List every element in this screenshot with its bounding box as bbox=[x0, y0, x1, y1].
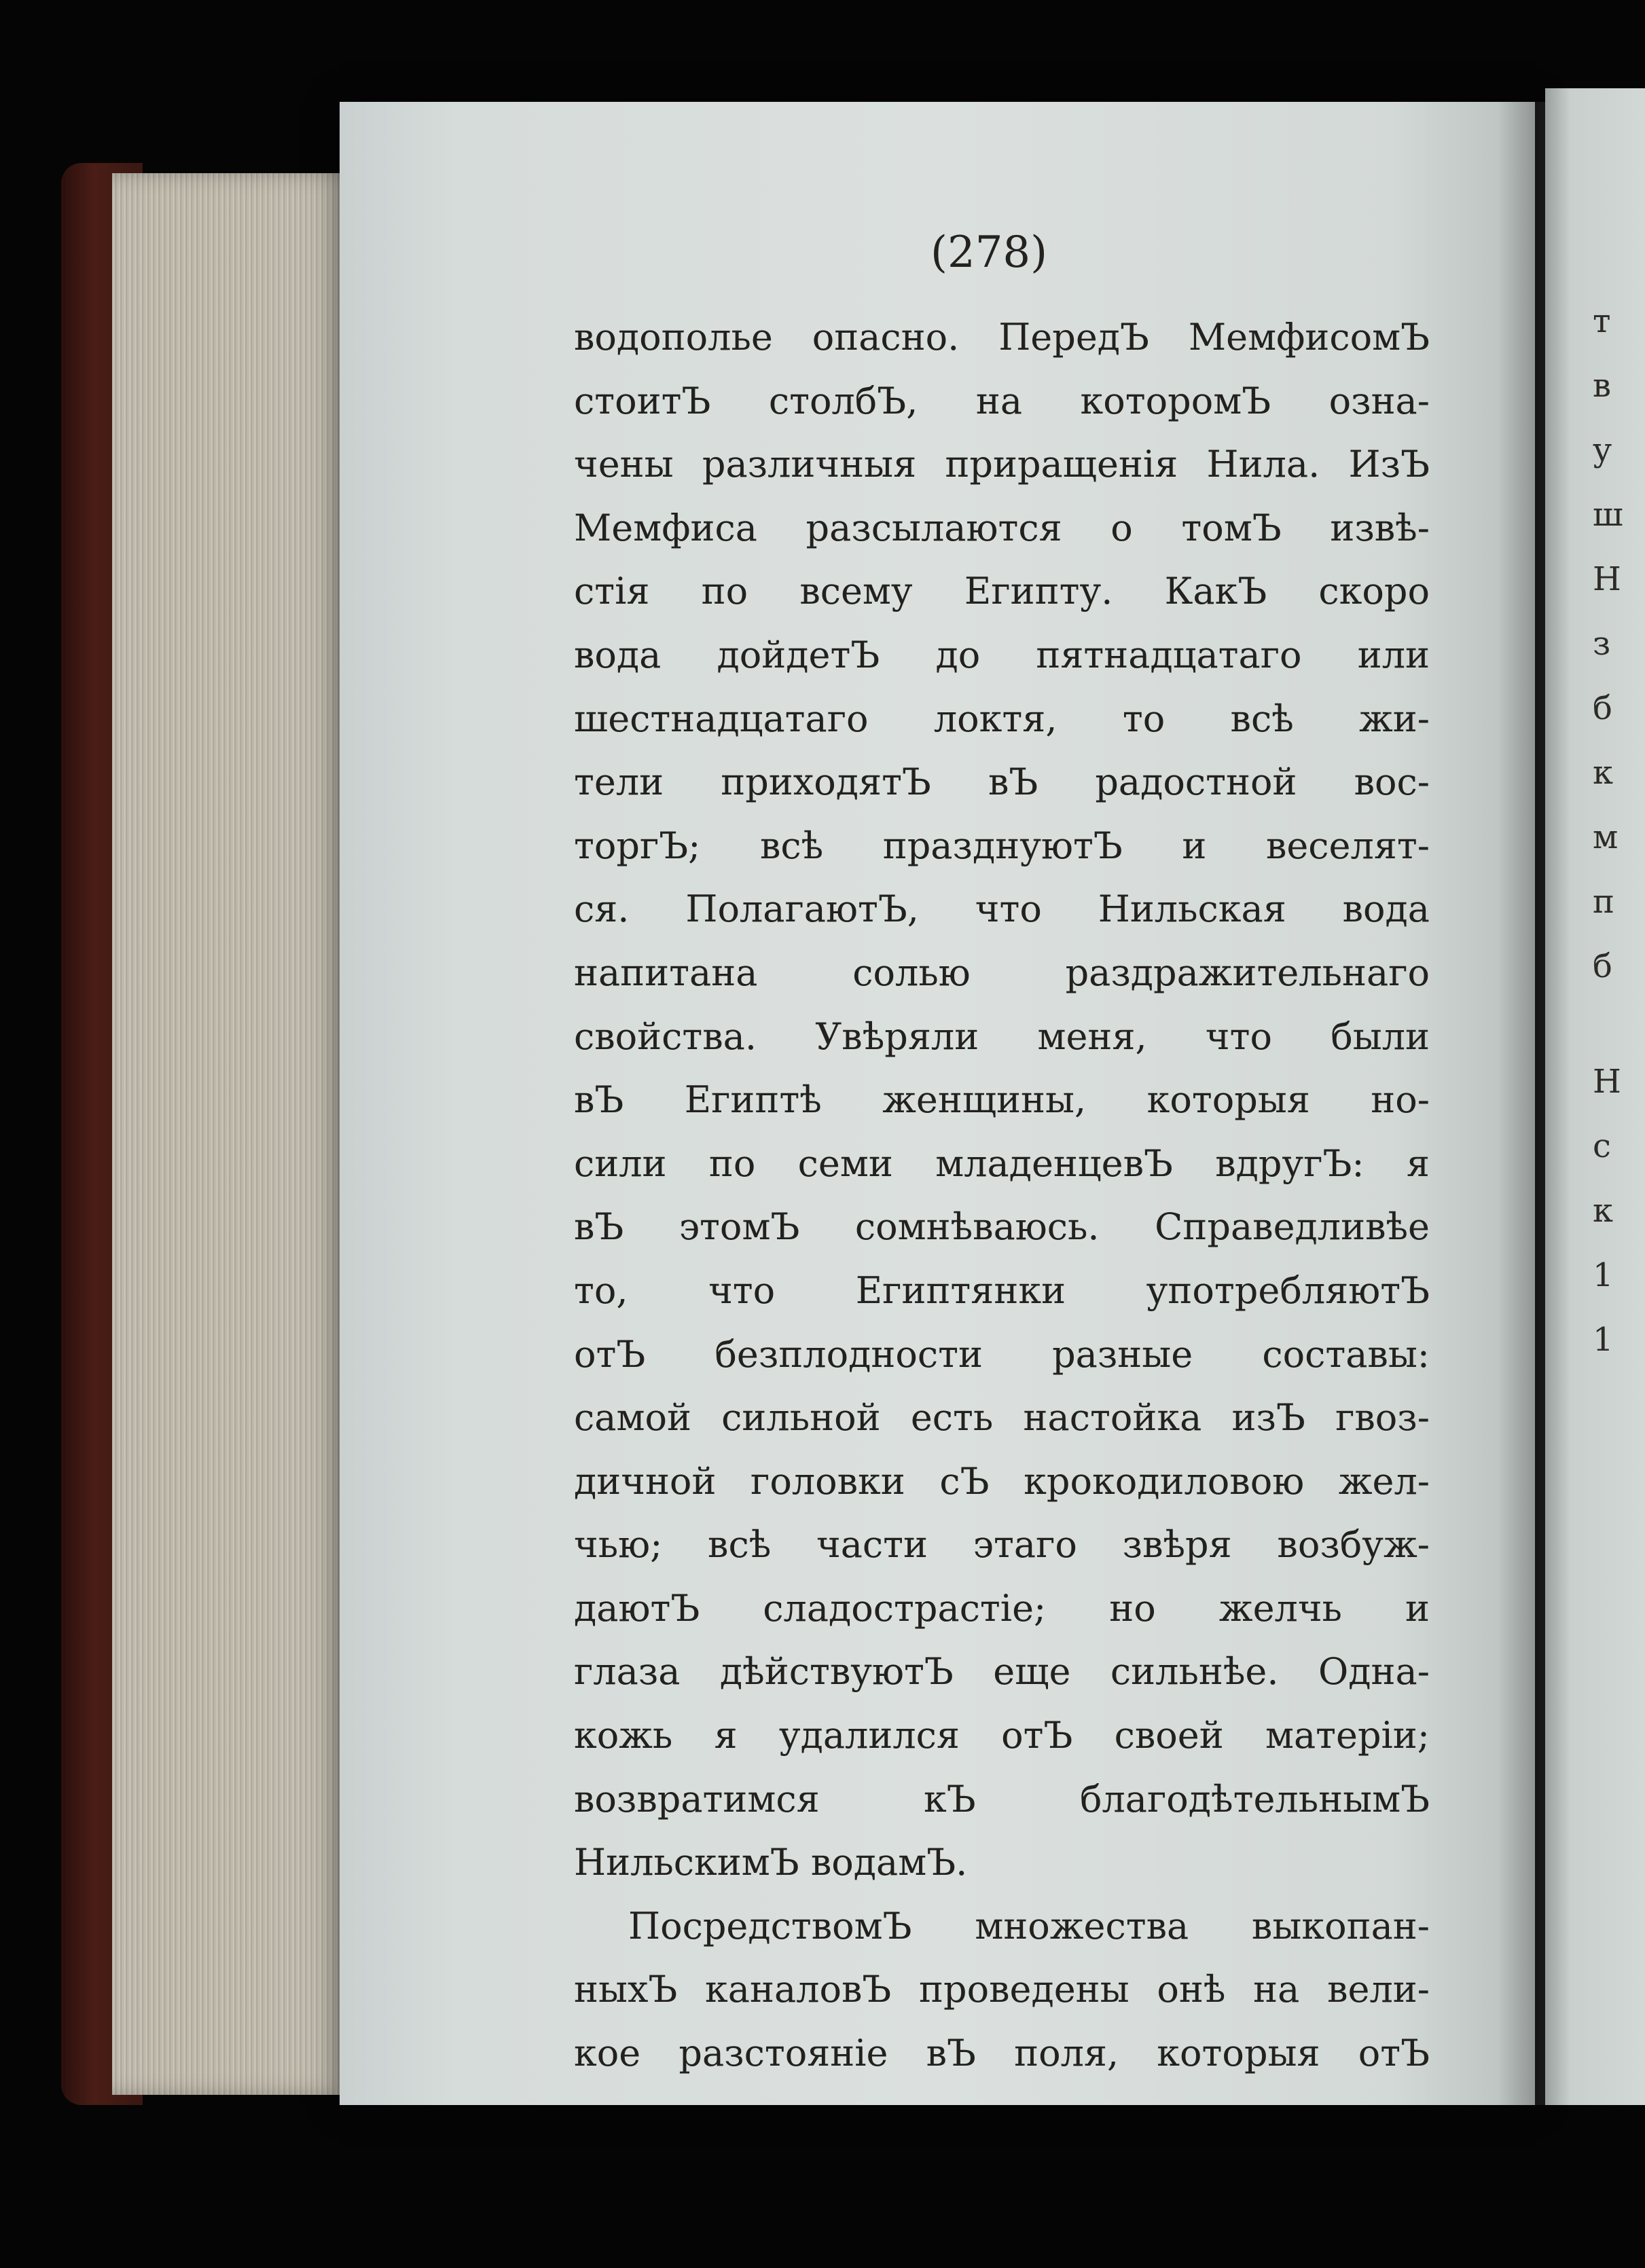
text-line: ныхЪ каналовЪ проведены онѣ на вели- bbox=[574, 1968, 1430, 2011]
facing-page bbox=[1545, 88, 1645, 2105]
facing-fragment: т bbox=[1593, 302, 1611, 340]
text-line: Мемфиса разсылаются о томЪ извѣ- bbox=[574, 506, 1430, 549]
text-line: торгЪ; всѣ празднуютЪ и веселят- bbox=[574, 824, 1430, 867]
facing-fragment: ш bbox=[1593, 496, 1623, 534]
facing-fragment: Н bbox=[1593, 1063, 1621, 1101]
text-line: кожь я удалился отЪ своей матеріи; bbox=[574, 1714, 1430, 1757]
text-line: ся. ПолагаютЪ, что Нильская вода bbox=[574, 888, 1430, 931]
text-line: стія по всему Египту. КакЪ скоро bbox=[574, 570, 1430, 613]
facing-fragment: з bbox=[1593, 625, 1611, 663]
facing-fragment: Н bbox=[1593, 560, 1621, 598]
facing-fragment: у bbox=[1593, 431, 1612, 469]
text-line: сили по семи младенцевЪ вдругЪ: я bbox=[574, 1141, 1430, 1185]
text-line: возвратимся кЪ благодѣтельнымЪ bbox=[574, 1777, 1430, 1821]
facing-fragment: в bbox=[1593, 367, 1612, 405]
text-line: кое разстояніе вЪ поля, которыя отЪ bbox=[574, 2032, 1430, 2075]
text-line: самой сильной есть настойка изЪ гвоз- bbox=[574, 1396, 1430, 1440]
facing-fragment: 1 bbox=[1593, 1321, 1614, 1359]
text-line: стоитЪ столбЪ, на которомЪ озна- bbox=[574, 379, 1430, 422]
text-line: глаза дѣйствуютЪ еще сильнѣе. Одна- bbox=[574, 1650, 1430, 1694]
text-line: вЪ Египтѣ женщины, которыя но- bbox=[574, 1078, 1430, 1122]
facing-fragment: б bbox=[1593, 947, 1612, 985]
text-line: водополье опасно. ПередЪ МемфисомЪ bbox=[574, 316, 1430, 359]
text-line: чью; всѣ части этаго звѣря возбуж- bbox=[574, 1523, 1430, 1567]
text-line: даютЪ сладострастіе; но желчь и bbox=[574, 1586, 1430, 1630]
facing-fragment: к bbox=[1593, 1192, 1613, 1230]
text-line: дичной головки сЪ крокодиловою жел- bbox=[574, 1459, 1430, 1503]
text-line: вЪ этомЪ сомнѣваюсь. Справедливѣе bbox=[574, 1205, 1430, 1249]
text-line: шестнадцатаго локтя, то всѣ жи- bbox=[574, 697, 1430, 740]
text-line: НильскимЪ водамЪ. bbox=[574, 1841, 968, 1884]
facing-fragment: б bbox=[1593, 689, 1612, 727]
page-edges bbox=[112, 173, 357, 2095]
text-line: тели приходятЪ вЪ радостной вос- bbox=[574, 761, 1430, 804]
facing-fragment: м bbox=[1593, 818, 1619, 856]
facing-fragment: п bbox=[1593, 883, 1614, 921]
text-line: свойства. Увѣряли меня, что были bbox=[574, 1014, 1430, 1058]
page-number: (278) bbox=[930, 227, 1048, 278]
text-line: чены различныя приращенія Нила. ИзЪ bbox=[574, 443, 1430, 486]
text-line: ПосредствомЪ множества выкопан- bbox=[628, 1904, 1430, 1947]
text-line: вода дойдетЪ до пятнадцатаго или bbox=[574, 633, 1430, 676]
page-gutter-shadow bbox=[1498, 102, 1552, 2105]
facing-fragment: к bbox=[1593, 754, 1613, 792]
text-line: напитана солью раздражительнаго bbox=[574, 951, 1430, 994]
facing-fragment: с bbox=[1593, 1127, 1611, 1165]
text-line: отЪ безплодности разные составы: bbox=[574, 1332, 1430, 1376]
page-body-text bbox=[574, 306, 1430, 2085]
text-line: то, что Египтянки употребляютЪ bbox=[574, 1268, 1430, 1312]
facing-fragment: 1 bbox=[1593, 1256, 1614, 1294]
